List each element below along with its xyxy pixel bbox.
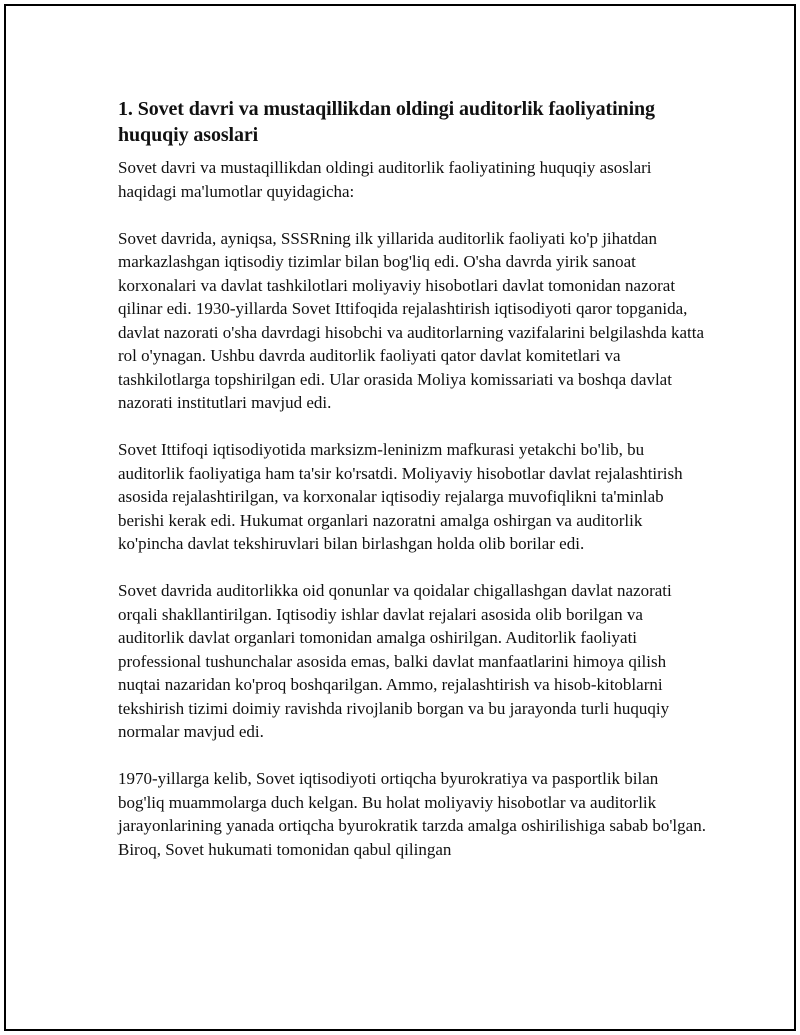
page-title: 1. Sovet davri va mustaqillikdan oldingi auditorlik faoliyatining huquqiy asoslari: [118, 98, 655, 146]
paragraph-intro: Sovet davri va mustaqillikdan oldingi auditorlik faoliyatining huquqiy asoslari haqidagi ma'lumotlar quyidagicha:: [118, 158, 652, 201]
paragraph-1970s: 1970-yillarga kelib, Sovet iqtisodiyoti ortiqcha byurokratiya va pasportlik bilan bog'liq muammolarga duch kelgan. Bu holat moliyaviy hisobotlar va auditorlik jarayonlarining yanada ortiqcha byurokratik tarzda amalga oshirilishiga sabab bo'lgan. Biroq, Sovet hukumati tomonidan qabul qilingan: [118, 769, 706, 859]
paragraph-laws-and-rules: Sovet davrida auditorlikka oid qonunlar va qoidalar chigallashgan davlat nazorati orqali shakllantirilgan. Iqtisodiy ishlar davlat rejalari asosida olib borilgan va auditorlik davlat organlari tomonidan amalga oshirilgan. Auditorlik faoliyati professional tushunchalar asosida emas, balki davlat manfaatlarini himoya qilish nuqtai nazaridan ko'proq boshqarilgan. Ammo, rejalashtirish va hisob-kitoblarni tekshirish tizimi doimiy ravishda rivojlanib borgan va bu jarayonda turli huquqiy normalar mavjud edi.: [118, 581, 672, 741]
paragraph-soviet-early-years: Sovet davrida, ayniqsa, SSSRning ilk yillarida auditorlik faoliyati ko'p jihatdan markazlashgan iqtisodiy tizimlar bilan bog'liq edi. O'sha davrda yirik sanoat korxonalari va davlat tashkilotlari moliyaviy hisobotlari davlat tomonidan nazorat qilinar edi. 1930-yillarda Sovet Ittifoqida rejalashtirish iqtisodiyoti qaror topganida, davlat nazorati o'sha davrdagi hisobchi va auditorlarning vazifalarini belgilashda katta rol o'ynagan. Ushbu davrda auditorlik faoliyati qator davlat komitetlari va tashkilotlarga topshirilgan edi. Ular orasida Moliya komissariati va boshqa davlat nazorati institutlari mavjud edi.: [118, 228, 705, 412]
paragraph-ideology: Sovet Ittifoqi iqtisodiyotida marksizm-leninizm mafkurasi yetakchi bo'lib, bu auditorlik faoliyatiga ham ta'sir ko'rsatdi. Moliyaviy hisobotlar davlat rejalashtirish asosida rejalashtirilgan, va korxonalar iqtisodiy rejalarga muvofiqlikni ta'minlab berishi kerak edi. Hukumat organlari nazoratni amalga oshirgan va auditorlik ko'pincha davlat tekshiruvlari bilan birlashgan holda olib borilar edi.: [118, 440, 683, 553]
page-frame: [4, 4, 796, 1031]
document-body: [118, 96, 708, 885]
